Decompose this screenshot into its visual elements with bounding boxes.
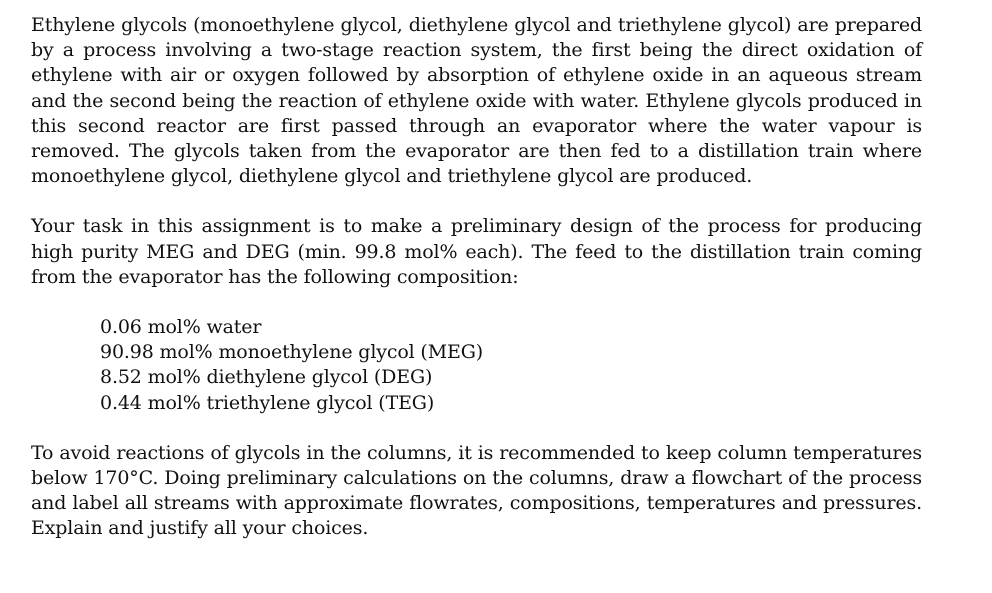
composition-component: triethylene glycol (TEG) <box>206 391 435 414</box>
composition-item-meg <box>100 340 922 365</box>
intro-paragraph: Ethylene glycols (monoethylene glycol, diethylene glycol and triethylene glycol) are prepared by a process involving a two-stage reaction system, the first being the direct oxidation of ethylene with air or oxygen followed by absorption of ethylene oxide in an aqueous stream and the second being the reaction of ethylene oxide with water. Ethylene glycols produced in this second reactor are first passed through an evaporator where the water vapour is removed. The glycols taken from the evaporator are then fed to a distillation train where monoethylene glycol, diethylene glycol and triethylene glycol are produced. <box>31 14 922 188</box>
composition-value: 0.06 <box>100 316 142 339</box>
composition-item-water <box>100 315 922 340</box>
composition-value: 0.44 <box>100 391 142 414</box>
composition-unit: mol% <box>147 366 201 389</box>
task-paragraph: Your task in this assignment is to make a preliminary design of the process for producing high purity MEG and DEG (min. 99.8 mol% each). The feed to the distillation train coming from the evaporator has the following composition: <box>31 215 922 288</box>
feed-composition-list <box>100 315 922 416</box>
composition-component: water <box>206 316 262 339</box>
composition-component: diethylene glycol (DEG) <box>206 366 433 389</box>
assignment-document <box>31 13 922 542</box>
composition-item-deg <box>100 365 922 390</box>
instructions-paragraph: To avoid reactions of glycols in the columns, it is recommended to keep column temperatures below 170°C. Doing preliminary calculations on the columns, draw a flowchart of the process and label all streams with approximate flowrates, compositions, temperatures and pressures. Explain and justify all your choices. <box>31 441 922 540</box>
composition-item-teg <box>100 391 922 416</box>
composition-unit: mol% <box>147 391 201 414</box>
composition-value: 8.52 <box>100 366 142 389</box>
composition-unit: mol% <box>147 316 201 339</box>
composition-value: 90.98 <box>100 341 154 364</box>
composition-component: monoethylene glycol (MEG) <box>218 341 484 364</box>
composition-unit: mol% <box>159 341 213 364</box>
